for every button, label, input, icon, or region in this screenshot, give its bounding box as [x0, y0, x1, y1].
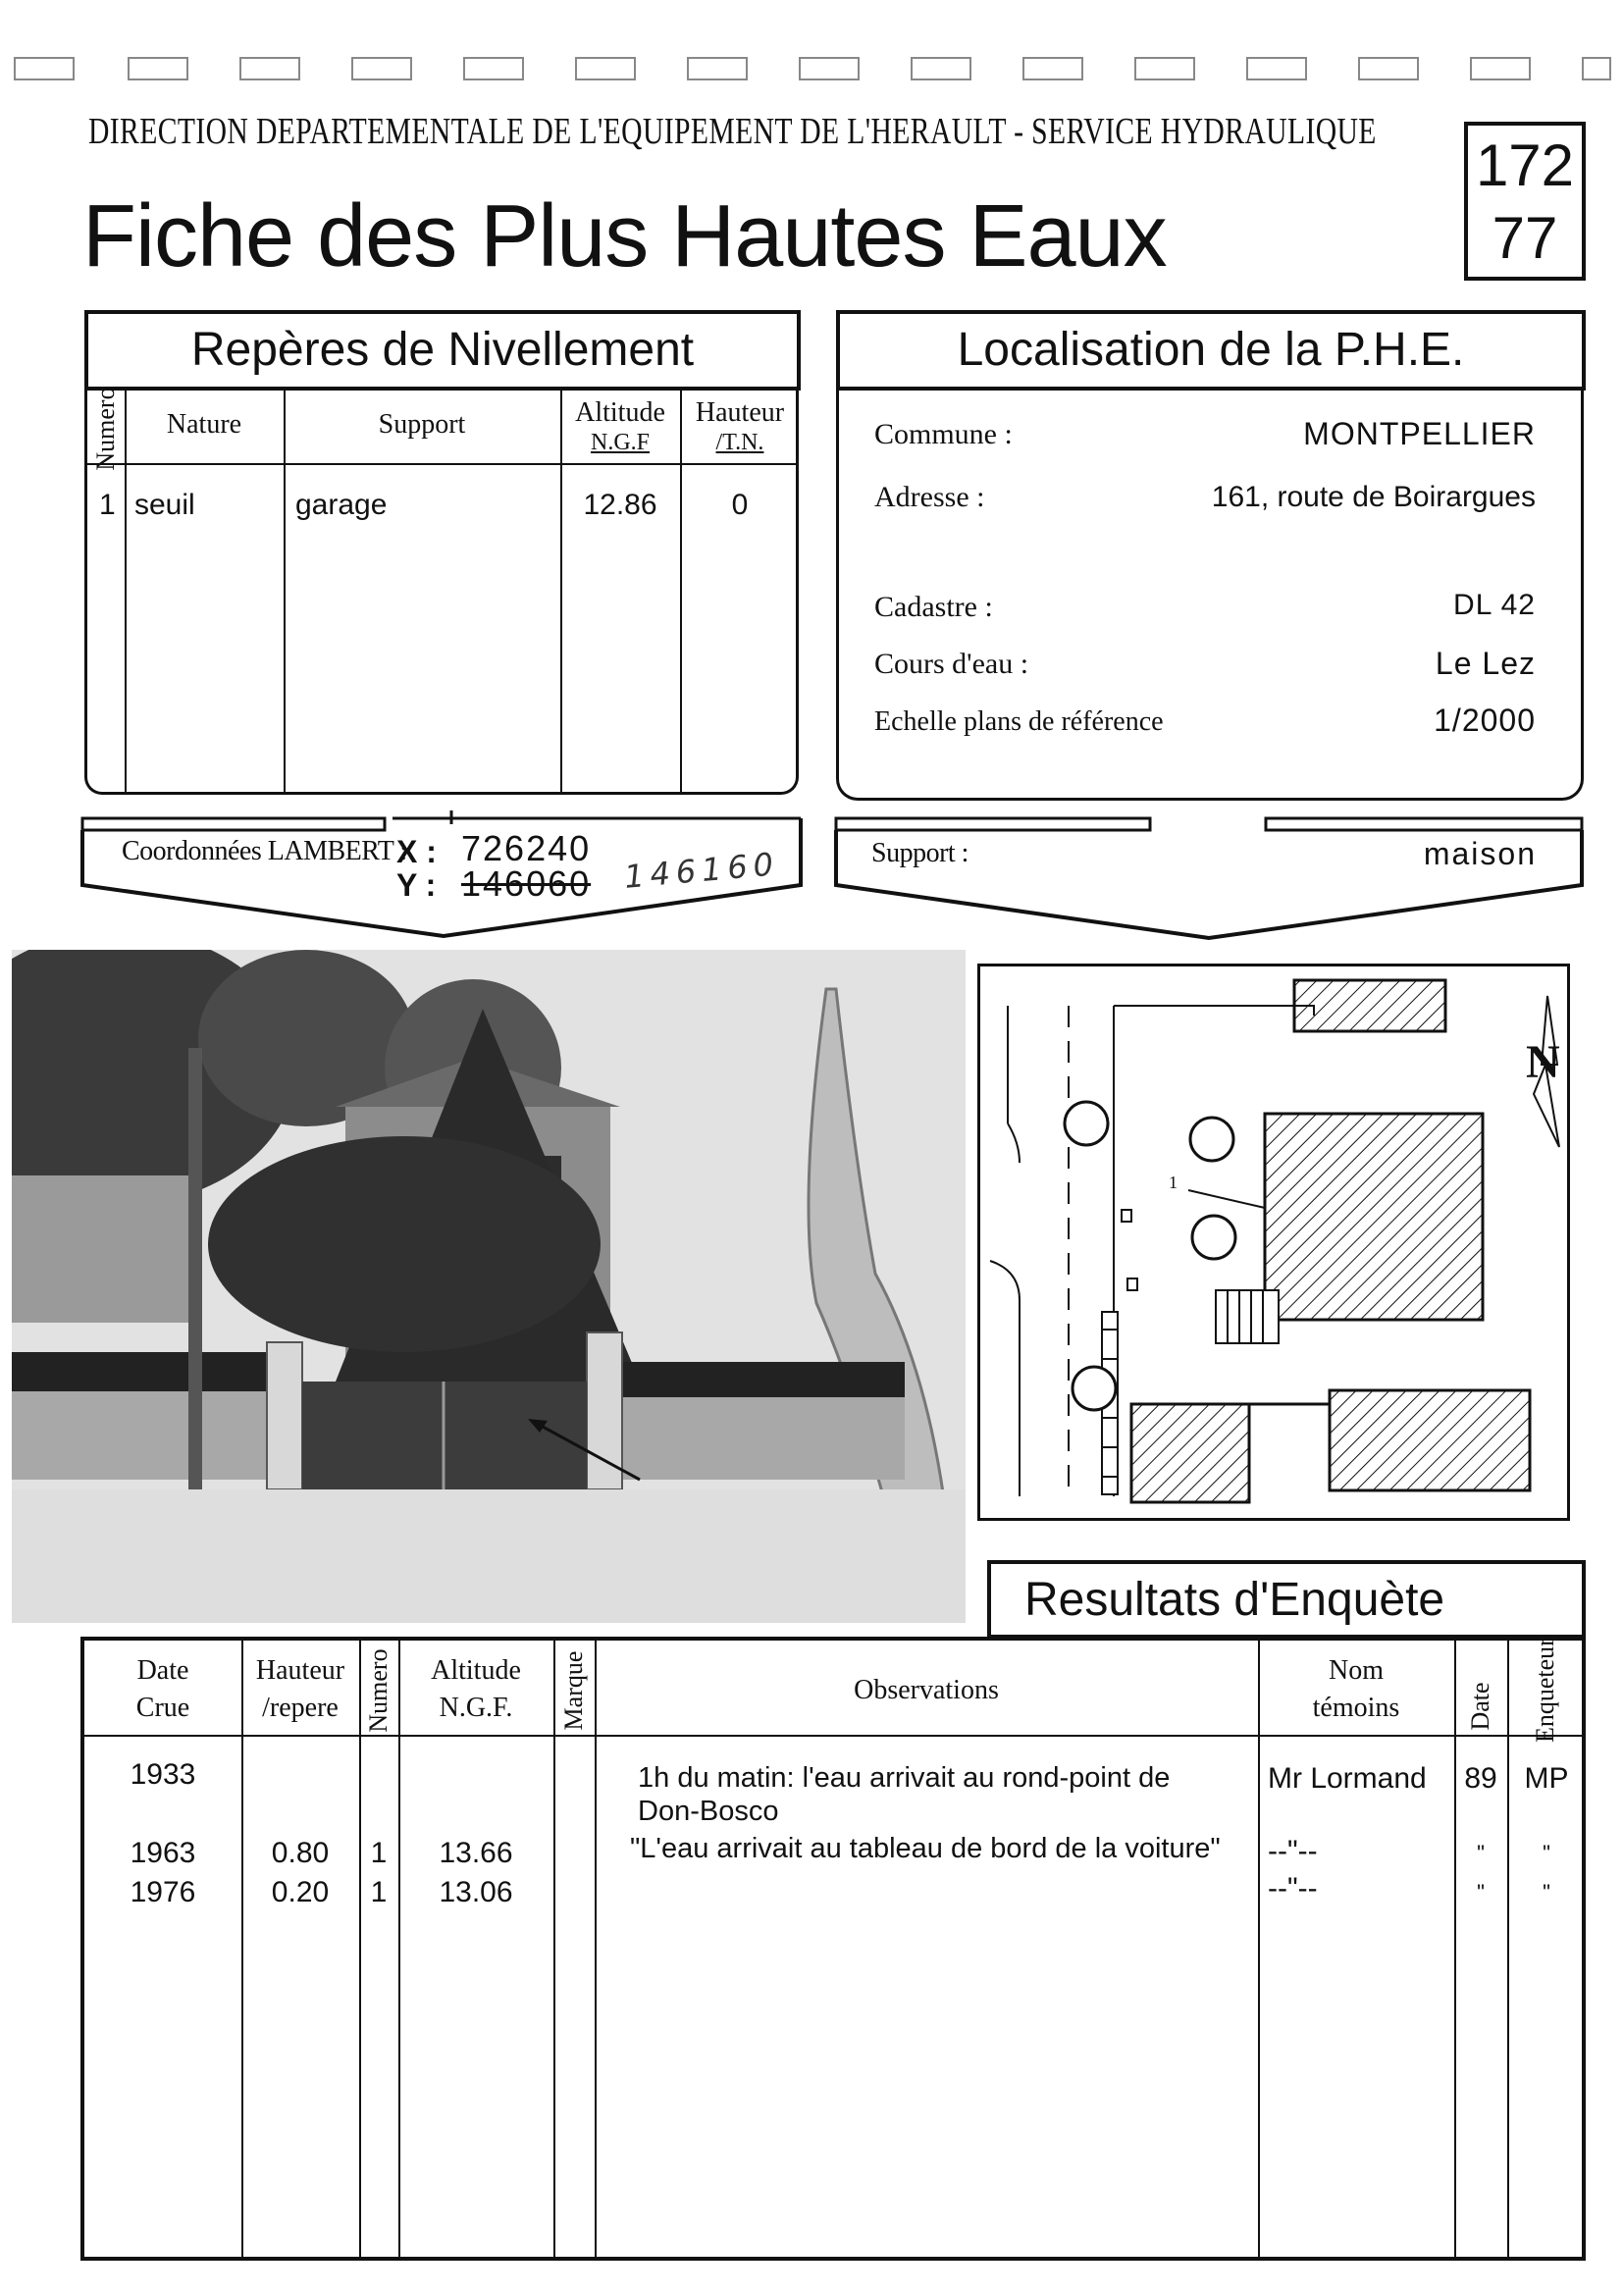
y-label: Y : — [396, 867, 437, 903]
col-nom-temoins: Nom témoins — [1312, 1655, 1400, 1723]
col-date-crue: Date Crue — [135, 1655, 190, 1723]
cadastre-value: DL 42 — [1453, 589, 1536, 621]
col-numero: Numero — [91, 387, 120, 471]
commune-value: MONTPELLIER — [1303, 416, 1536, 451]
support-value: maison — [1423, 836, 1537, 871]
row3-enqueteur: " — [1543, 1880, 1550, 1905]
row3-date-enquete: " — [1477, 1880, 1485, 1905]
lambert-label: Coordonnées LAMBERT : — [122, 836, 407, 866]
adresse-value: 161, route de Boirargues — [1211, 481, 1536, 513]
north-label: N — [1526, 1036, 1560, 1088]
row3-hauteur: 0.20 — [271, 1876, 330, 1908]
organization-header: DIRECTION DEPARTEMENTALE DE L'EQUIPEMENT DE L'HERAULT - SERVICE HYDRAULIQUE — [88, 111, 1377, 152]
cours-eau-label: Cours d'eau : — [874, 648, 1029, 680]
reference-number-box — [1464, 122, 1586, 281]
col-hauteur: Hauteur /T.N. — [695, 397, 785, 455]
reference-number-bottom: 77 — [1492, 205, 1558, 271]
y-value-handwritten: 146160 — [622, 845, 781, 896]
col-altitude: Altitude N.G.F — [575, 397, 665, 455]
col-support: Support — [378, 409, 466, 440]
commune-label: Commune : — [874, 418, 1013, 450]
row3-altitude: 13.06 — [439, 1876, 513, 1908]
reperes-table — [84, 387, 799, 795]
location-plan — [977, 964, 1570, 1521]
row1-observation: 1h du matin: l'eau arrivait au rond-point de — [638, 1762, 1171, 1794]
y-value-struck: 146060 — [461, 863, 592, 904]
row2-altitude: 13.66 — [439, 1837, 513, 1869]
echelle-label: Echelle plans de référence — [874, 706, 1164, 737]
col-numero-result: Numero — [364, 1648, 393, 1733]
row3-numero: 1 — [370, 1876, 388, 1908]
row2-date: 1963 — [130, 1837, 196, 1869]
reference-number-top: 172 — [1475, 132, 1575, 198]
row-numero: 1 — [99, 489, 116, 521]
x-value: 726240 — [461, 828, 592, 868]
row2-numero: 1 — [370, 1837, 388, 1869]
row-altitude: 12.86 — [583, 489, 657, 521]
row1-date-enquete: 89 — [1464, 1762, 1497, 1795]
row3-date: 1976 — [130, 1876, 196, 1908]
row-hauteur: 0 — [731, 489, 749, 521]
house-photo — [12, 950, 966, 1623]
page-title: Fiche des Plus Hautes Eaux — [82, 187, 1167, 286]
col-hauteur-repere: Hauteur /repere — [255, 1655, 345, 1723]
col-nature: Nature — [166, 409, 242, 440]
row1-date: 1933 — [130, 1758, 196, 1791]
row-support: garage — [295, 489, 388, 521]
col-enqueteur: Enqueteur — [1531, 1638, 1559, 1743]
row1-nom: Mr Lormand — [1268, 1762, 1427, 1795]
row2-nom: --"-- — [1268, 1835, 1318, 1867]
row2-date-enquete: " — [1477, 1841, 1485, 1865]
col-date: Date — [1466, 1682, 1494, 1731]
localisation-section-title: Localisation de la P.H.E. — [836, 310, 1586, 391]
x-label: X : — [396, 834, 437, 869]
resultats-section-title: Resultats d'Enquète — [987, 1560, 1586, 1639]
adresse-label: Adresse : — [874, 481, 985, 513]
reperes-section-title: Repères de Nivellement — [84, 310, 801, 391]
row2-observation: "L'eau arrivait au tableau de bord de la voiture" — [630, 1833, 1221, 1864]
cours-eau-value: Le Lez — [1435, 646, 1536, 681]
cadastre-label: Cadastre : — [874, 591, 993, 623]
row2-enqueteur: " — [1543, 1841, 1550, 1865]
row1-enqueteur: MP — [1524, 1762, 1569, 1795]
support-label: Support : — [871, 838, 969, 868]
col-marque: Marque — [559, 1650, 588, 1731]
localisation-box — [836, 391, 1584, 801]
plan-marker-label: 1 — [1169, 1173, 1178, 1192]
col-altitude-ngf: Altitude N.G.F. — [431, 1655, 521, 1723]
row1-observation-cont: Don-Bosco — [638, 1796, 779, 1827]
row3-nom: --"-- — [1268, 1872, 1318, 1905]
resultats-table — [80, 1637, 1586, 2261]
row-nature: seuil — [134, 489, 195, 521]
col-observations: Observations — [854, 1675, 999, 1705]
punch-holes — [14, 57, 1613, 84]
echelle-value: 1/2000 — [1434, 703, 1536, 738]
row2-hauteur: 0.80 — [271, 1837, 330, 1869]
